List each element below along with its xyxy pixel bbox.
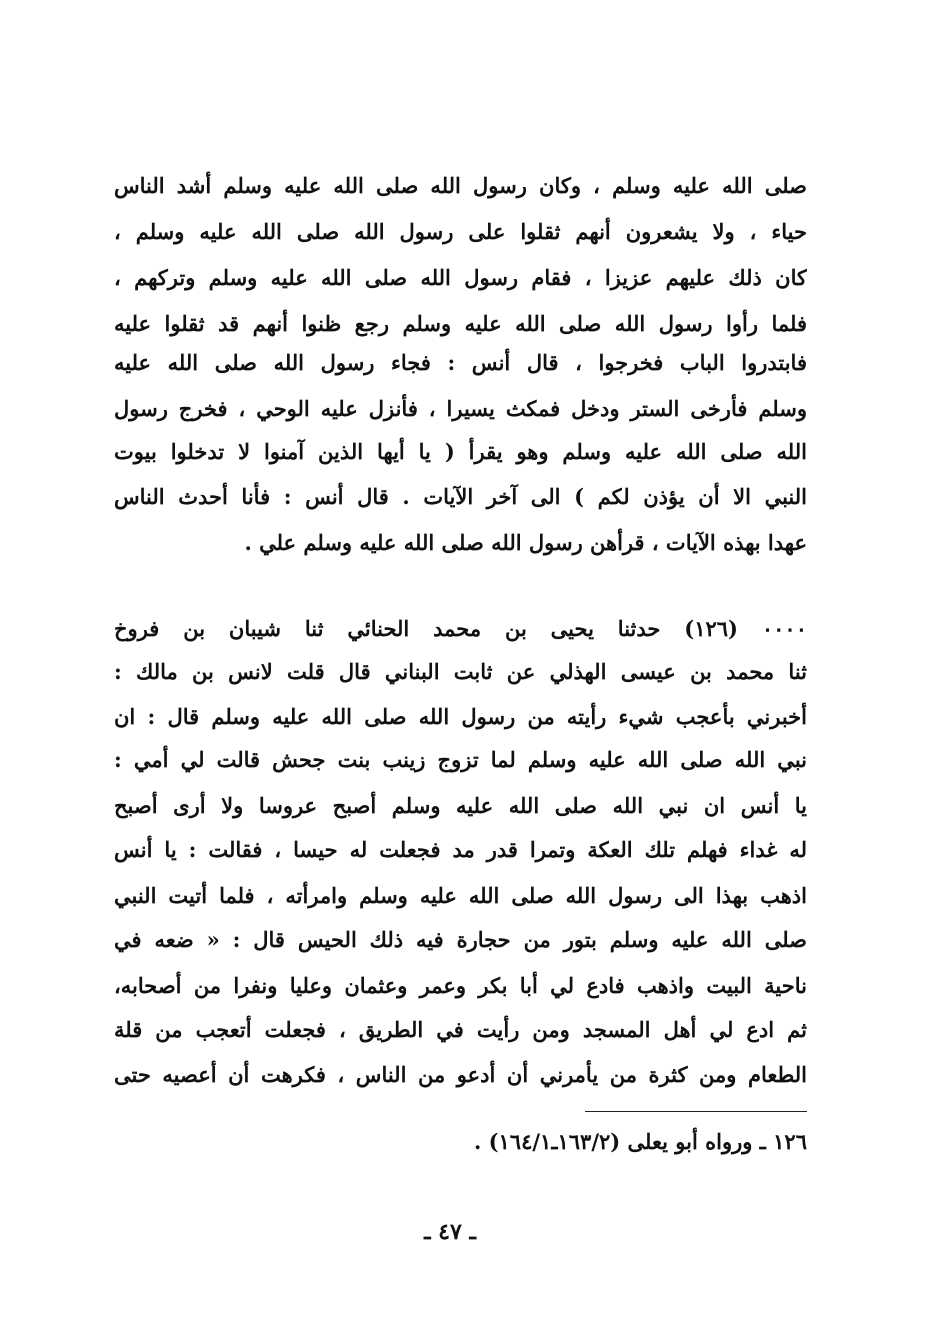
text-line: ٠٠٠٠ (١٢٦) حدثنا يحيى بن محمد الحنائي ثنا شيبان بن فروخ [114, 616, 807, 641]
text-line: صلى الله عليه وسلم ، وكان رسول الله صلى الله عليه وسلم أشد الناس [114, 173, 807, 198]
text-line: يا أنس ان نبي الله صلى الله عليه وسلم أصبح عروسا ولا أرى أصبح [114, 793, 807, 818]
text-line: ناحية البيت واذهب فادع لي أبا بكر وعمر وعثمان وعليا ونفرا من أصحابه، [114, 973, 807, 998]
text-line: نبي الله صلى الله عليه وسلم لما تزوج زينب بنت جحش قالت لي أمي : [114, 747, 807, 772]
text-line: فابتدروا الباب فخرجوا ، قال أنس : فجاء رسول الله صلى الله عليه [114, 350, 807, 375]
text-line: وسلم فأرخى الستر ودخل فمكث يسيرا ، فأنزل عليه الوحي ، فخرج رسول [114, 396, 807, 421]
footnote: ١٢٦ ـ ورواه أبو يعلى (١٦٣/٢ـ١٦٤/١) . [473, 1129, 807, 1154]
text-line: عهدا بهذه الآيات ، قرأهن رسول الله صلى الله عليه وسلم علي . [244, 530, 807, 555]
text-line: أخبرني بأعجب شيء رأيته من رسول الله صلى الله عليه وسلم قال : ان [114, 704, 807, 729]
text-line: صلى الله عليه وسلم بتور من حجارة فيه ذلك الحيس قال : « ضعه في [114, 927, 807, 952]
text-line: كان ذلك عليهم عزيزا ، فقام رسول الله صلى الله عليه وسلم وتركهم ، [114, 265, 807, 290]
text-line: ثم ادع لي أهل المسجد ومن رأيت في الطريق ، فجعلت أتعجب من قلة [114, 1017, 807, 1042]
page-number: ـ ٤٧ ـ [424, 1219, 476, 1245]
text-line: حياء ، ولا يشعرون أنهم ثقلوا على رسول الله صلى الله عليه وسلم ، [114, 219, 807, 244]
text-line: الطعام ومن كثرة من يأمرني أن أدعو من الناس ، فكرهت أن أعصيه حتى [114, 1062, 807, 1087]
footnote-divider [585, 1111, 807, 1112]
text-line: ثنا محمد بن عيسى الهذلي عن ثابت البناني قال قلت لانس بن مالك : [114, 659, 807, 684]
text-line: النبي الا أن يؤذن لكم ) الى آخر الآيات . قال أنس : فأنا أحدث الناس [114, 484, 807, 509]
text-line: اذهب بهذا الى رسول الله صلى الله عليه وسلم وامرأته ، فلما أتيت النبي [114, 883, 807, 908]
text-line: له غداء فهلم تلك العكة وتمرا قدر مد فجعلت له حيسا ، فقالت : يا أنس [114, 837, 807, 862]
text-line: فلما رأوا رسول الله صلى الله عليه وسلم رجع ظنوا أنهم قد ثقلوا عليه [114, 311, 807, 336]
text-line: الله صلى الله عليه وسلم وهو يقرأ ( يا أيها الذين آمنوا لا تدخلوا بيوت [114, 439, 807, 464]
